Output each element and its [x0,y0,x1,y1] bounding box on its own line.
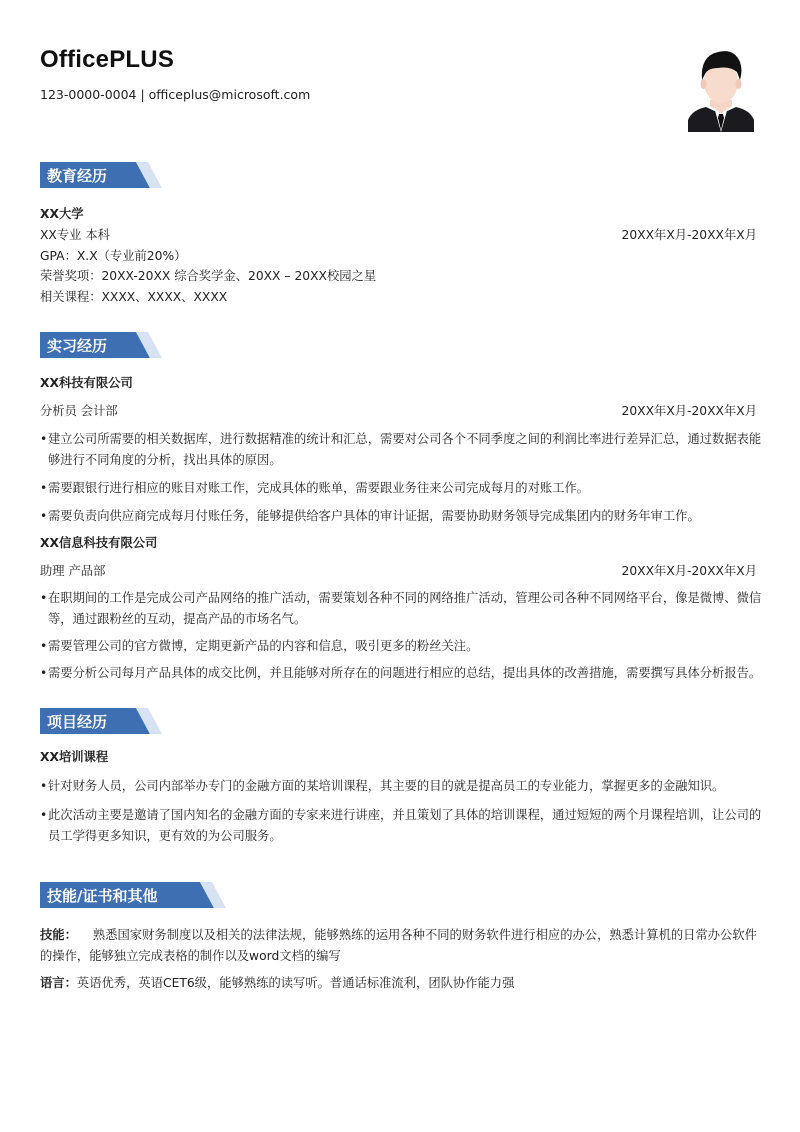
company-name: XX科技有限公司 [40,376,133,390]
contact-info: 123-0000-0004 | officeplus@microsoft.com [40,87,311,102]
bullet-text: 建立公司所需要的相关数据库，进行数据精准的统计和汇总，需要对公司各个不同季度之间的利润比率进行差异汇总，通过数据表能够进行不同角度的分析，找出具体的原因。 [48,432,762,467]
job-date: 20XX年X月-20XX年X月 [621,564,757,578]
section-title: 项目经历 [47,713,108,731]
bullet-dot: • [40,591,48,605]
language-label: 语言： [40,976,77,990]
gpa: GPA：X.X（专业前20%） [40,249,187,263]
bullet-text: 此次活动主要是邀请了国内知名的金融方面的专家来进行讲座，并且策划了具体的培训课程，通过短短的两个月课程培训，让公司的员工学得更多知识，更有效的为公司服务。 [48,808,762,843]
section-header-skills [40,882,226,908]
list-item [40,636,762,657]
list-item [40,588,762,630]
job-date: 20XX年X月-20XX年X月 [621,404,757,418]
bullet-text: 需要负责向供应商完成每月付账任务，能够提供给客户具体的审计证据，需要协助财务领导完成集团内的财务年审工作。 [48,509,700,523]
skills-label: 技能： [40,928,77,942]
section-title: 教育经历 [47,167,108,185]
bullet-dot: • [40,481,48,495]
project-name: XX培训课程 [40,750,109,764]
list-item [40,805,762,847]
section-header-education [40,162,162,188]
bullet-dot: • [40,432,48,446]
bullet-dot: • [40,666,48,680]
skills-text: 熟悉国家财务制度以及相关的法律法规，能够熟练的运用各种不同的财务软件进行相应的办公，熟悉计算机的日常办公软件的操作，能够独立完成表格的制作以及word文档的编写 [40,928,757,963]
bullet-text: 需要管理公司的官方微博，定期更新产品的内容和信息，吸引更多的粉丝关注。 [48,639,479,653]
avatar [688,44,754,132]
language-entry [40,973,762,994]
bullet-text: 需要分析公司每月产品具体的成交比例，并且能够对所存在的问题进行相应的总结，提出具体的改善措施，需要撰写具体分析报告。 [48,666,762,680]
education-date: 20XX年X月-20XX年X月 [621,228,757,242]
section-title: 技能/证书和其他 [47,887,158,905]
section-header-project [40,708,162,734]
candidate-name: OfficePLUS [40,46,175,73]
bullet-dot: • [40,509,48,523]
bullet-text: 需要跟银行进行相应的账目对账工作，完成具体的账单，需要跟业务往来公司完成每月的对账工作。 [48,481,590,495]
company-name: XX信息科技有限公司 [40,536,158,550]
language-text: 英语优秀，英语CET6级，能够熟练的读写听。普通话标准流利，团队协作能力强 [76,976,515,990]
major-degree: XX专业 本科 [40,228,110,242]
bullet-text: 在职期间的工作是完成公司产品网络的推广活动，需要策划各种不同的网络推广活动，管理公司各种不同网络平台，像是微博、微信等，通过跟粉丝的互动，提高产品的市场名气。 [48,591,762,626]
skills-entry [40,925,762,967]
list-item [40,506,762,527]
bullet-dot: • [40,639,48,653]
job-role: 分析员 会计部 [40,404,118,418]
school-name: XX大学 [40,207,84,221]
courses: 相关课程：XXXX、XXXX、XXXX [40,290,228,304]
bullet-text: 针对财务人员，公司内部举办专门的金融方面的某培训课程，其主要的目的就是提高员工的专业能力，掌握更多的金融知识。 [48,779,725,793]
bullet-dot: • [40,808,48,822]
list-item [40,429,762,471]
honors: 荣誉奖项：20XX-20XX 综合奖学金、20XX – 20XX校园之星 [40,269,377,283]
section-header-internship [40,332,162,358]
section-title: 实习经历 [47,337,108,355]
list-item [40,663,762,684]
job-role: 助理 产品部 [40,564,106,578]
bullet-dot: • [40,779,48,793]
list-item [40,478,762,499]
list-item [40,776,762,797]
